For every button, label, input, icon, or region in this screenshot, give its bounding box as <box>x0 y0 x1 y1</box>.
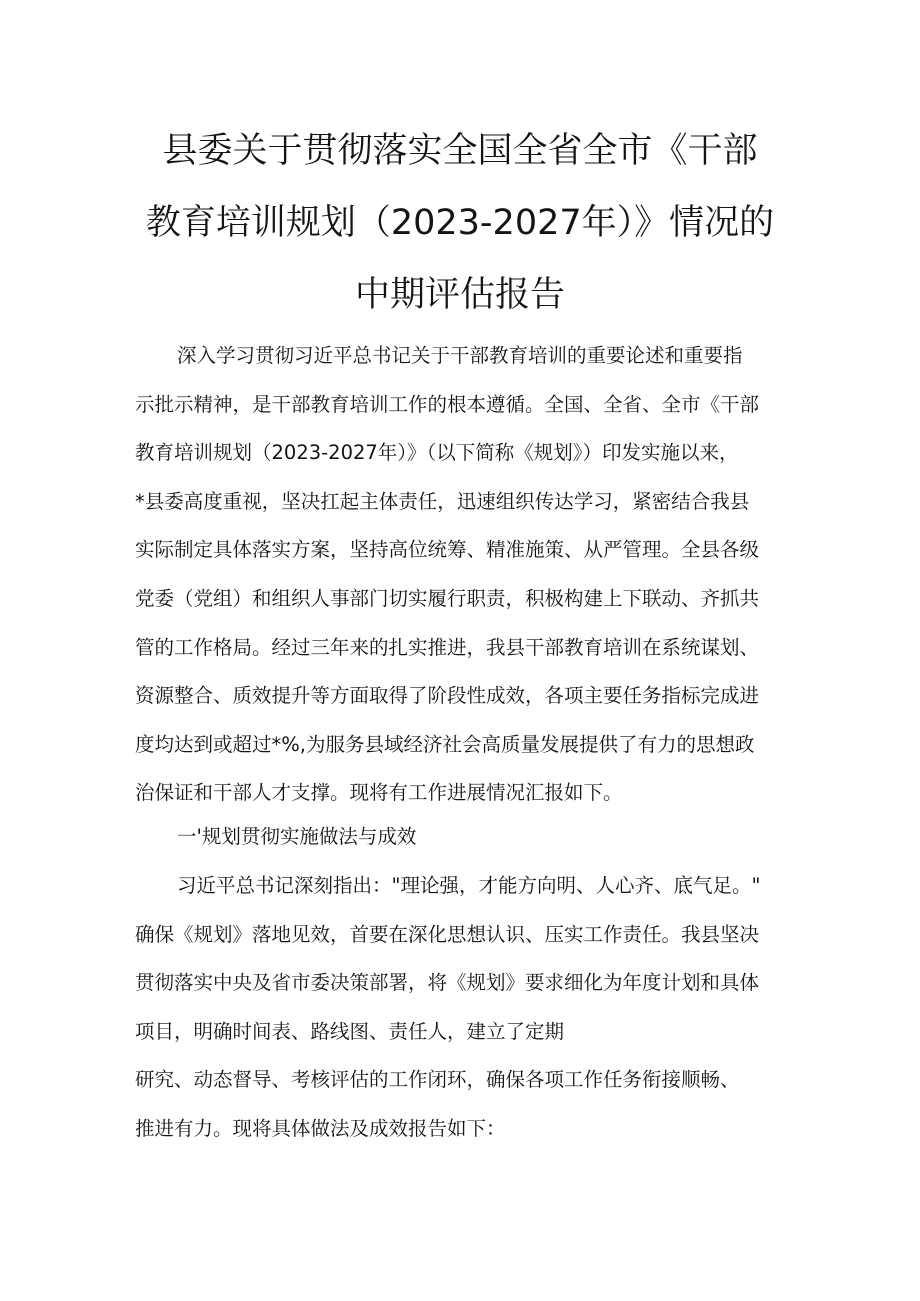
document-title-line-3: 中期评估报告 <box>354 275 565 315</box>
intro-line: 教育培训规划（2023-2027年）》（以下简称《规划》）印发实施以来， <box>135 441 739 465</box>
intro-line: 深入学习贯彻习近平总书记关于干部教育培训的重要论述和重要指 <box>177 344 743 367</box>
intro-line: 度均达到或超过*%,为服务县域经济社会高质量发展提供了有力的思想政 <box>135 732 755 756</box>
section-body-line: 贯彻落实中央及省市委决策部署，将《规划》要求细化为年度计划和具体 <box>135 971 760 995</box>
document-title-line-2: 教育培训规划（2023-2027年）》情况的 <box>145 203 775 243</box>
intro-line: 示批示精神，是干部教育培训工作的根本遵循。全国、全省、全市《干部 <box>135 392 760 416</box>
section-heading-text: 一'规划贯彻实施做法与成效 <box>177 825 417 848</box>
intro-line: 实际制定具体落实方案，坚持高位统筹、精准施策、从严管理。全县各级 <box>135 538 760 562</box>
section-body-paragraph <box>135 862 785 1154</box>
document-title-line-1: 县委关于贯彻落实全国全省全市《干部 <box>162 131 758 171</box>
section-body-line: 习近平总书记深刻指出："理论强，才能方向明、人心齐、底气足。" <box>177 874 761 897</box>
intro-line: 资源整合、质效提升等方面取得了阶段性成效，各项主要任务指标完成进 <box>135 684 760 708</box>
section-body-line: 项目，明确时间表、路线图、责任人，建立了定期 <box>135 1019 565 1043</box>
intro-line: 管的工作格局。经过三年来的扎实推进，我县干部教育培训在系统谋划、 <box>135 635 760 659</box>
section-body-line: 确保《规划》落地见效，首要在深化思想认识、压实工作责任。我县坚决 <box>135 922 760 946</box>
section-heading <box>135 813 785 862</box>
section-body-line: 推进有力。现将具体做法及成效报告如下： <box>135 1116 506 1140</box>
intro-paragraph <box>135 332 785 818</box>
intro-line: 治保证和干部人才支撑。现将有工作进展情况汇报如下。 <box>135 781 623 805</box>
intro-line: *县委高度重视，坚决扛起主体责任，迅速组织传达学习，紧密结合我县 <box>135 489 750 513</box>
section-body-line: 研究、动态督导、考核评估的工作闭环，确保各项工作任务衔接顺畅、 <box>135 1068 740 1092</box>
intro-line: 党委（党组）和组织人事部门切实履行职责，积极构建上下联动、齐抓共 <box>135 586 760 610</box>
